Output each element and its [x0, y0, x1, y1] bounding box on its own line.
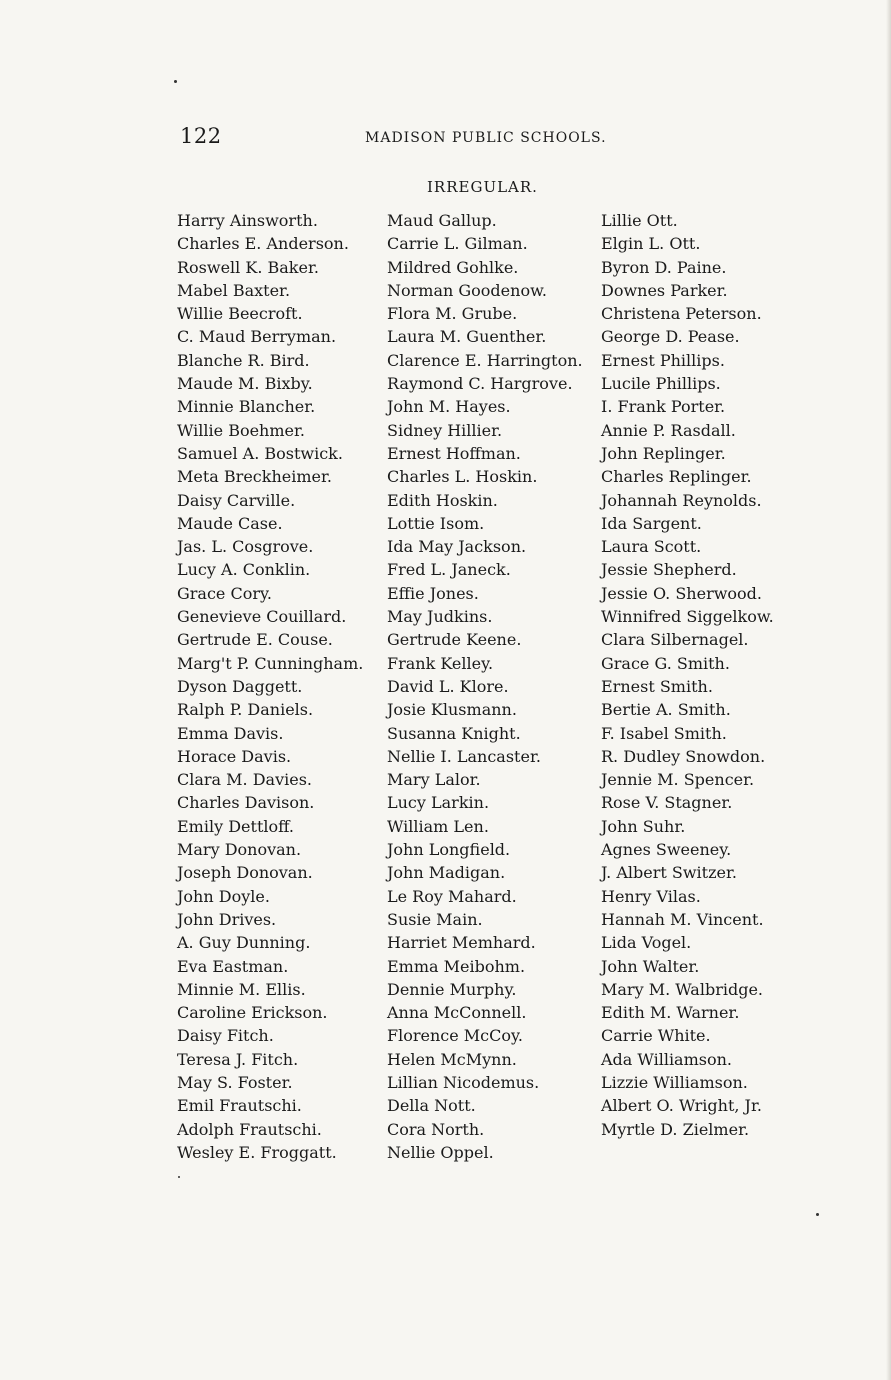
student-name: John Drives. [177, 909, 277, 929]
student-name: R. Dudley Snowdon. [601, 746, 766, 766]
student-name: Rose V. Stagner. [601, 793, 733, 813]
paper-speck [816, 1213, 819, 1216]
student-name: Mary M. Walbridge. [601, 979, 764, 999]
paper-speck [178, 1176, 180, 1178]
student-name: Maude Case. [177, 513, 283, 533]
student-name: Clarence E. Harrington. [387, 350, 583, 370]
section-title: IRREGULAR. [427, 178, 538, 196]
student-name: George D. Pease. [601, 327, 740, 347]
student-name: Jessie O. Sherwood. [601, 583, 762, 603]
student-name: Emil Frautschi. [177, 1096, 302, 1116]
student-name: John Suhr. [601, 816, 686, 836]
student-name: John Doyle. [177, 886, 270, 906]
student-name: Teresa J. Fitch. [177, 1049, 299, 1069]
student-name: Charles E. Anderson. [177, 234, 349, 254]
student-name: Lucy Larkin. [387, 793, 490, 813]
name-column-1 [177, 209, 363, 1164]
student-name: William Len. [387, 816, 489, 836]
student-name: Daisy Carville. [177, 490, 296, 510]
student-name: Carrie L. Gilman. [387, 234, 528, 254]
student-name: John Longfield. [387, 840, 511, 860]
student-name: Willie Boehmer. [177, 420, 305, 440]
student-name: Harriet Memhard. [387, 933, 536, 953]
student-name: Emma Davis. [177, 723, 284, 743]
student-name: F. Isabel Smith. [601, 723, 727, 743]
student-name: Henry Vilas. [601, 886, 701, 906]
student-name: Ada Williamson. [601, 1049, 732, 1069]
student-name: Anna McConnell. [387, 1003, 527, 1023]
student-name: Lottie Isom. [387, 513, 485, 533]
student-name: Willie Beecroft. [177, 304, 303, 324]
student-name: Frank Kelley. [387, 653, 494, 673]
student-name: Jessie Shepherd. [601, 560, 737, 580]
student-name: May Judkins. [387, 607, 493, 627]
student-name: Lillie Ott. [601, 211, 678, 230]
student-name: Dennie Murphy. [387, 979, 517, 999]
student-name: John Replinger. [601, 443, 726, 463]
student-name: Johannah Reynolds. [601, 490, 762, 510]
student-name: Hannah M. Vincent. [601, 909, 764, 929]
student-name: Samuel A. Bostwick. [177, 443, 343, 463]
student-name: Della Nott. [387, 1096, 476, 1116]
student-name: Byron D. Paine. [601, 257, 727, 277]
student-name: Harry Ainsworth. [177, 211, 318, 230]
student-name: C. Maud Berryman. [177, 327, 337, 347]
student-name: Emily Dettloff. [177, 816, 294, 836]
student-name: Adolph Frautschi. [177, 1119, 322, 1139]
student-name: Maude M. Bixby. [177, 374, 313, 394]
student-name: Sidney Hillier. [387, 420, 503, 440]
student-name: Marg't P. Cunningham. [177, 653, 364, 673]
student-name: David L. Klore. [387, 676, 509, 696]
student-name: Flora M. Grube. [387, 304, 518, 324]
paper-speck [174, 80, 177, 83]
student-name: Winnifred Siggelkow. [601, 607, 774, 627]
name-column-3 [601, 209, 774, 1141]
student-name: Clara Silbernagel. [601, 630, 749, 650]
page-edge-shadow [886, 0, 891, 1380]
student-name: Mary Donovan. [177, 840, 302, 860]
student-name: Raymond C. Hargrove. [387, 374, 573, 394]
student-name: Ida Sargent. [601, 513, 702, 533]
name-column-2 [387, 209, 583, 1164]
student-name: Roswell K. Baker. [177, 257, 319, 277]
student-name: Eva Eastman. [177, 956, 289, 976]
student-name: Lizzie Williamson. [601, 1072, 748, 1092]
student-name: A. Guy Dunning. [177, 933, 311, 953]
page-number: 122 [180, 124, 222, 148]
student-name: May S. Foster. [177, 1072, 293, 1092]
student-name: Agnes Sweeney. [601, 840, 732, 860]
student-name: Albert O. Wright, Jr. [601, 1096, 762, 1116]
student-name: Downes Parker. [601, 280, 728, 300]
student-name: Jas. L. Cosgrove. [177, 537, 314, 557]
student-name: Mildred Gohlke. [387, 257, 519, 277]
running-title: MADISON PUBLIC SCHOOLS. [365, 130, 607, 146]
student-name: Edith Hoskin. [387, 490, 498, 510]
student-name: Effie Jones. [387, 583, 479, 603]
student-name: Elgin L. Ott. [601, 234, 701, 254]
student-name: Ernest Phillips. [601, 350, 725, 370]
student-name: Grace G. Smith. [601, 653, 730, 673]
student-name: Florence McCoy. [387, 1026, 524, 1046]
student-name: Gertrude Keene. [387, 630, 522, 650]
student-name: Le Roy Mahard. [387, 886, 517, 906]
student-name: John M. Hayes. [387, 397, 511, 417]
student-name: Susie Main. [387, 909, 483, 929]
student-name: Blanche R. Bird. [177, 350, 310, 370]
student-name: Fred L. Janeck. [387, 560, 511, 580]
student-name: Dyson Daggett. [177, 676, 303, 696]
student-name: Cora North. [387, 1119, 485, 1139]
student-name: Ida May Jackson. [387, 537, 527, 557]
student-name: Jennie M. Spencer. [601, 770, 755, 790]
student-name: John Walter. [601, 956, 700, 976]
student-name: Minnie Blancher. [177, 397, 316, 417]
student-name: Daisy Fitch. [177, 1026, 274, 1046]
student-name: Caroline Erickson. [177, 1003, 328, 1023]
student-name: Charles L. Hoskin. [387, 467, 538, 487]
student-name: Emma Meibohm. [387, 956, 526, 976]
student-name: Ralph P. Daniels. [177, 700, 314, 720]
student-name: Lucy A. Conklin. [177, 560, 311, 580]
student-name: Lida Vogel. [601, 933, 692, 953]
student-name: Nellie Oppel. [387, 1142, 494, 1162]
student-name: Horace Davis. [177, 746, 292, 766]
student-name: Ernest Hoffman. [387, 443, 521, 463]
student-name: I. Frank Porter. [601, 397, 726, 417]
student-name: Wesley E. Froggatt. [177, 1142, 337, 1162]
student-name: Clara M. Davies. [177, 770, 313, 790]
student-name: Mabel Baxter. [177, 280, 291, 300]
student-name: Charles Replinger. [601, 467, 752, 487]
student-name: Susanna Knight. [387, 723, 521, 743]
student-name: Josie Klusmann. [387, 700, 517, 720]
student-name: Ernest Smith. [601, 676, 713, 696]
student-name: Laura Scott. [601, 537, 702, 557]
student-name: Minnie M. Ellis. [177, 979, 306, 999]
student-name: Mary Lalor. [387, 770, 481, 790]
student-name: Bertie A. Smith. [601, 700, 731, 720]
student-name: Christena Peterson. [601, 304, 762, 324]
student-name: Maud Gallup. [387, 211, 497, 230]
student-name: Nellie I. Lancaster. [387, 746, 541, 766]
student-name: Gertrude E. Couse. [177, 630, 333, 650]
student-name: Annie P. Rasdall. [601, 420, 736, 440]
student-name: Lucile Phillips. [601, 374, 721, 394]
student-name: Laura M. Guenther. [387, 327, 547, 347]
student-name: Lillian Nicodemus. [387, 1072, 540, 1092]
student-name: Meta Breckheimer. [177, 467, 332, 487]
student-name: Carrie White. [601, 1026, 711, 1046]
student-name: Helen McMynn. [387, 1049, 517, 1069]
student-name: Edith M. Warner. [601, 1003, 740, 1023]
student-name: Genevieve Couillard. [177, 607, 347, 627]
student-name: Myrtle D. Zielmer. [601, 1119, 750, 1139]
student-name: Joseph Donovan. [177, 863, 313, 883]
student-name: Charles Davison. [177, 793, 315, 813]
student-name: Norman Goodenow. [387, 280, 547, 300]
student-name: Grace Cory. [177, 583, 273, 603]
student-name: J. Albert Switzer. [601, 863, 737, 883]
student-name: John Madigan. [387, 863, 506, 883]
